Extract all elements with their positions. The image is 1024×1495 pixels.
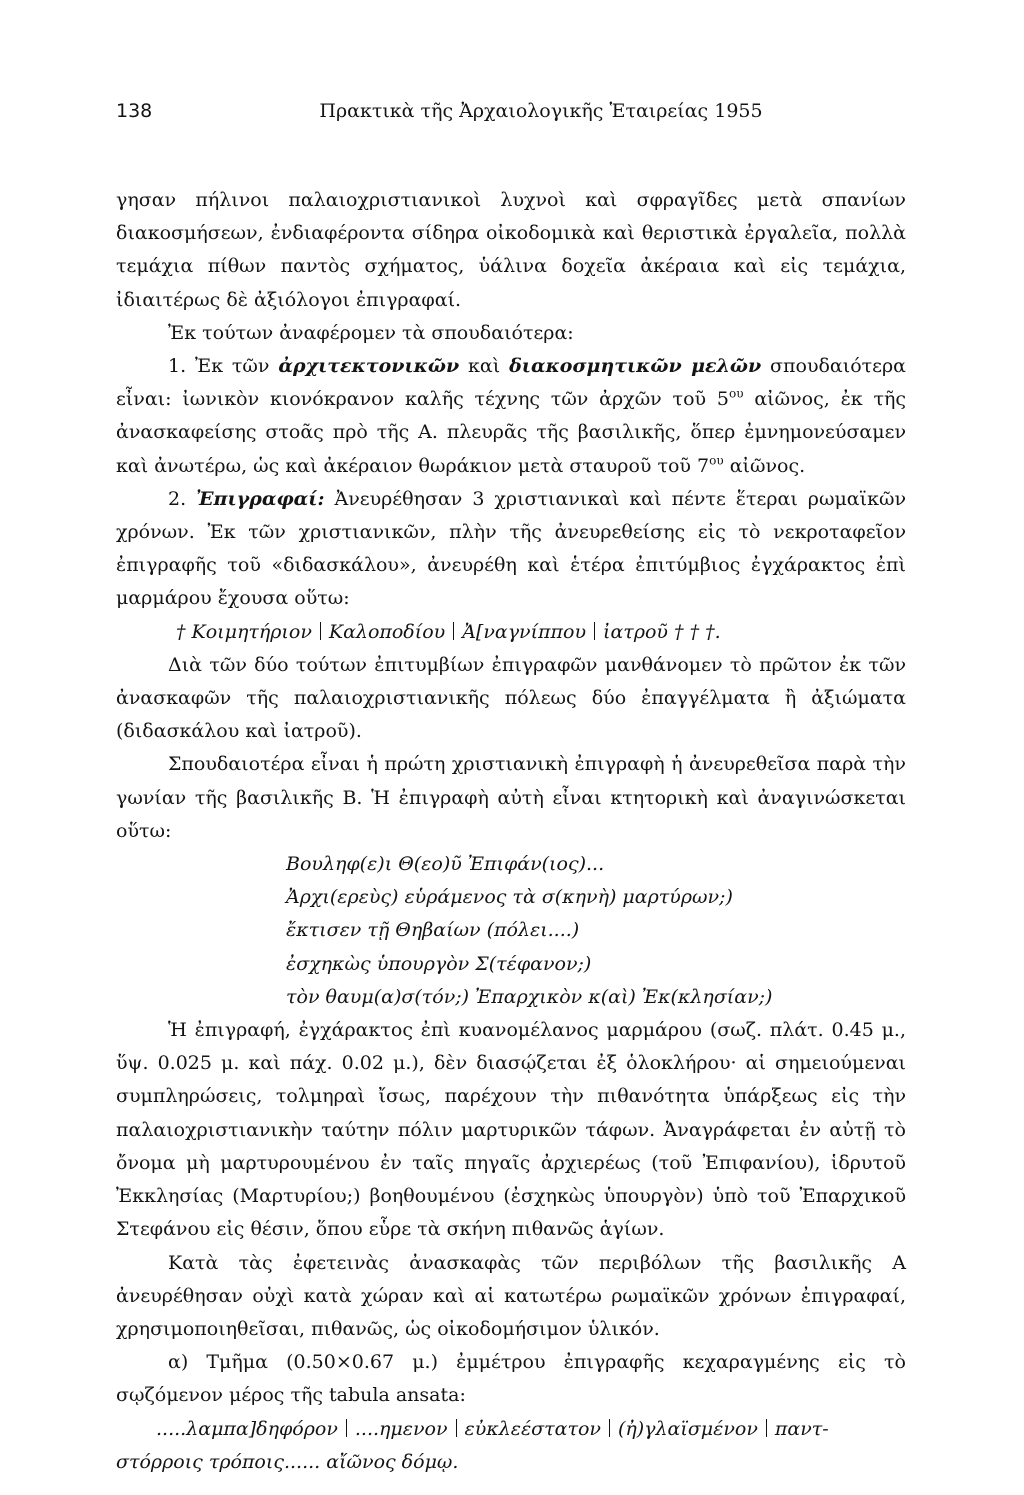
line-divider: [453, 622, 454, 640]
text-run: σπουδαιότερα εἶναι: ἰωνικὸν κιονόκρανον καλῆς τέχνης τῶν ἀρχῶν τοῦ 5: [116, 355, 907, 411]
cross-glyph: †: [176, 620, 186, 643]
line-divider: [609, 1419, 610, 1437]
text-run: αἰῶνος, ἐκ τῆς ἀνασκαφείσης στοᾶς πρὸ τῆς Α. πλευρᾶς τῆς βασιλικῆς, ὅπερ ἐμνημονεύσαμεν καὶ ἀνωτέρω, ὡς καὶ ἀκέραιον θωράκιον μετὰ σταυροῦ τοῦ 7: [116, 388, 907, 477]
paragraph-4: [116, 483, 906, 616]
inscription-line: Ἀρχι(ερεὺς) εὑράμενος τὰ σ(κηνὴ) μαρτύρων;): [286, 886, 733, 909]
emphasis-decorative: διακοσμητικῶν μελῶν: [509, 355, 762, 378]
inscription-line: τὸν θαυμ(α)σ(τόν;) Ἐπαρχικὸν κ(αὶ) Ἐκ(κλησίαν;): [286, 985, 773, 1008]
epitaph-part: ἰατροῦ: [603, 620, 668, 643]
text-run: καὶ: [459, 355, 510, 378]
epitaph-part: Καλοποδίου: [328, 620, 446, 643]
paragraph-9: α) Τμῆμα (0.50×0.67 μ.) ἐμμέτρου ἐπιγραφῆς κεχαραγμένης εἰς τὸ σῳζόμενον μέρος τῆς tabula ansata:: [116, 1351, 906, 1407]
running-title: Πρακτικὰ τῆς Ἀρχαιολογικῆς Ἑταιρείας 1955: [319, 100, 763, 122]
paragraph-7: Ἡ ἐπιγραφή, ἐγχάρακτος ἐπὶ κυανομέλανος μαρμάρου (σωζ. πλάτ. 0.45 μ., ὕψ. 0.025 μ. καὶ πάχ. 0.02 μ.), δὲν διασῴζεται ἐξ ὁλοκλήρου· αἱ σημειούμεναι συμπληρώσεις, τολμηραὶ ἴσως, παρέχουν τὴν πιθανότητα ὑπάρξεως εἰς τὴν παλαιοχριστιανικὴν ταύτην πόλιν μαρτυρικῶν τάφων. Ἀναγράφεται ἐν αὐτῇ τὸ ὄνομα μὴ μαρτυρουμένου ἐν ταῖς πηγαῖς ἀρχιερέως (τοῦ Ἐπιφανίου), ἱδρυτοῦ Ἐκκλησίας (Μαρτυρίου;) βοηθουμένου (ἐσχηκὼς ὑπουργὸν) ὑπὸ τοῦ Ἐπαρχικοῦ Στεφάνου εἰς θέσιν, ὅπου εὗρε τὰ σκήνη πιθανῶς ἁγίων.: [116, 1019, 906, 1241]
line-divider: [346, 1419, 347, 1437]
paragraph-6: Σπουδαιοτέρα εἶναι ἡ πρώτη χριστιανικὴ ἐπιγραφὴ ἡ ἀνευρεθεῖσα παρὰ τὴν γωνίαν τῆς βασιλικῆς Β. Ἡ ἐπιγραφὴ αὐτὴ εἶναι κτητορικὴ καὶ ἀναγινώσκεται οὕτω:: [116, 753, 906, 842]
epitaph-part: Κοιμητήριον: [191, 620, 312, 643]
superscript: ου: [709, 453, 724, 468]
body-text: [116, 184, 906, 1479]
text-run: Ἀνευρέθησαν 3 χριστιανικαὶ καὶ πέντε ἕτεραι ρωμαϊκῶν χρόνων. Ἐκ τῶν χριστιανικῶν, πλὴν τῆς ἀνευρεθείσης εἰς τὸ νεκροταφεῖον ἐπιγραφῆς τοῦ «διδασκάλου», ἀνευρέθη καὶ ἑτέρα ἐπιτύμβιος ἐγχάρακτος ἐπὶ μαρμάρου ἔχουσα οὕτω:: [116, 487, 906, 610]
emphasis-inscriptions: Ἐπιγραφαί:: [196, 487, 325, 510]
cross-glyphs: † † †.: [674, 620, 721, 643]
line-divider: [766, 1419, 767, 1437]
page-header: [116, 100, 906, 130]
line-divider: [594, 622, 595, 640]
fragment-part: (ἠ)γλαϊσμένον: [617, 1417, 758, 1440]
fragment-line: [116, 1413, 906, 1479]
paragraph-8: Κατὰ τὰς ἐφετεινὰς ἀνασκαφὰς τῶν περιβόλων τῆς βασιλικῆς Α ἀνευρέθησαν οὐχὶ κατὰ χώραν καὶ αἱ κατωτέρω ρωμαϊκῶν χρόνων ἐπιγραφαί, χρησιμοποιηθεῖσαι, πιθανῶς, ὡς οἰκοδομήσιμον ὑλικόν.: [116, 1251, 906, 1340]
inscription-line: ἔκτισεν τῇ Θηβαίων (πόλει....): [286, 919, 580, 942]
text-run: αἰῶνος.: [723, 454, 806, 477]
fragment-part: παντ-στόρροις τρόποις...... αἴῶνος δόμῳ.: [116, 1417, 829, 1473]
paragraph-2: Ἐκ τούτων ἀναφέρομεν τὰ σπουδαιότερα:: [168, 321, 574, 344]
document-page: [116, 100, 906, 1479]
superscript: ου: [728, 386, 744, 401]
text-run: 1. Ἐκ τῶν: [168, 355, 279, 378]
page-number: 138: [116, 100, 153, 122]
fragment-part: ....ημενον: [354, 1417, 448, 1440]
paragraph-5: Διὰ τῶν δύο τούτων ἐπιτυμβίων ἐπιγραφῶν μανθάνομεν τὸ πρῶτον ἐκ τῶν ἀνασκαφῶν τῆς παλαιοχριστιανικῆς πόλεως δύο ἐπαγγέλματα ἢ ἀξιώματα (διδασκάλου καὶ ἰατροῦ).: [116, 653, 906, 743]
fragment-part: .....λαμπα]δηφόρον: [156, 1417, 338, 1440]
text-run: 2.: [168, 487, 197, 510]
paragraph-3: [116, 350, 906, 483]
epitaph-part: Ἀ[ναγνίππου: [462, 620, 587, 643]
line-divider: [320, 622, 321, 640]
line-divider: [456, 1419, 457, 1437]
paragraph-1: γησαν πήλινοι παλαιοχριστιανικοὶ λυχνοὶ καὶ σφραγῖδες μετὰ σπανίων διακοσμήσεων, ἐνδιαφέροντα σίδηρα οἰκοδομικὰ καὶ θεριστικὰ ἐργαλεῖα, πολλὰ τεμάχια πίθων παντὸς σχήματος, ὑάλινα δοχεῖα ἀκέραια καὶ εἰς τεμάχια, ἰδιαιτέρως δὲ ἀξιόλογοι ἐπιγραφαί.: [116, 189, 906, 311]
inscription-line: ἐσχηκὼς ὑπουργὸν Σ(τέφανον;): [286, 952, 592, 975]
emphasis-architectural: ἀρχιτεκτονικῶν: [278, 355, 460, 378]
fragment-part: εὐκλεέστατον: [464, 1417, 601, 1440]
inscription-line: Βουληφ(ε)ι Θ(εο)ῦ Ἐπιφάν(ιος)...: [286, 853, 605, 876]
epitaph-line: [116, 616, 906, 649]
